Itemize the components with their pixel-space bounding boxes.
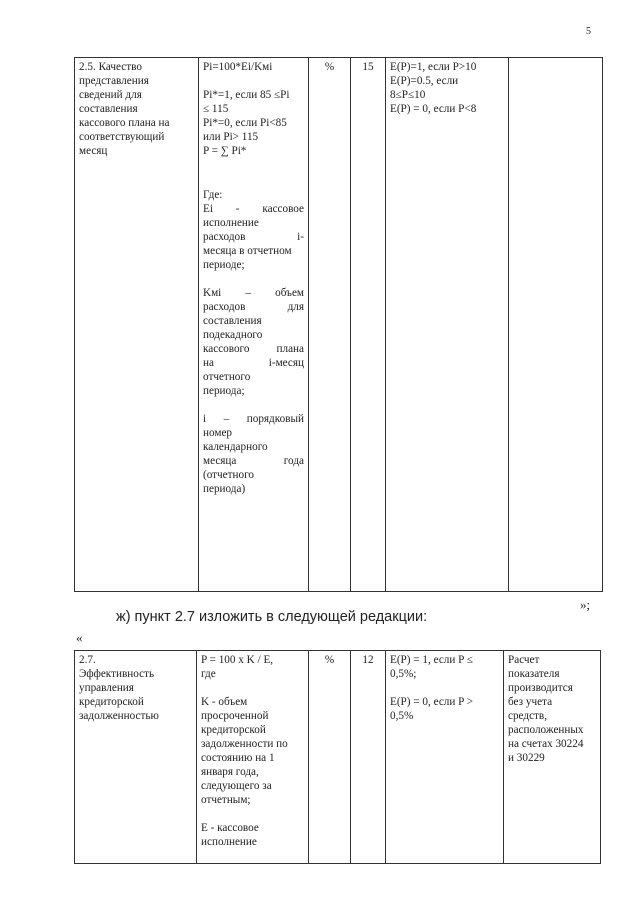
weight-cell: 15 bbox=[351, 58, 386, 592]
formula-cell: Pi=100*Ei/Kмi Pi*=1, если 85 ≤Pi ≤ 115 Pi*=0, если Pi<85 или Pi> 115 P = ∑ Pi* Где: Ei - кассовое исполнение расходов i- месяца в отчетном периоде; Kмi – объем расходов для составления подекадного кассового плана на i-месяц отчетного периода; i – порядковый номер календарного месяца года (отчетного периода) bbox=[199, 58, 309, 592]
amendment-instruction: ж) пункт 2.7 изложить в следующей редакции: bbox=[116, 609, 428, 625]
table-row bbox=[75, 58, 603, 592]
closing-quote: »; bbox=[580, 597, 591, 612]
evaluation-cell: E(P)=1, если P>10 E(P)=0.5, если 8≤P≤10 E(P) = 0, если P<8 bbox=[386, 58, 509, 592]
note-cell: Расчет показателя производится без учета средств, расположенных на счетах 30224 и 30229 bbox=[504, 651, 601, 864]
page-number: 5 bbox=[586, 26, 591, 37]
sum-formula: P = ∑ Pi* bbox=[203, 145, 247, 157]
criterion-cell: 2.5. Качество представления сведений для составления кассового плана на соответствующий месяц bbox=[75, 58, 199, 592]
unit-cell: % bbox=[309, 651, 351, 864]
indicator-table-2-7 bbox=[74, 650, 601, 864]
unit-cell: % bbox=[309, 58, 351, 592]
weight-cell: 12 bbox=[351, 651, 386, 864]
table-row bbox=[75, 651, 601, 864]
note-cell bbox=[509, 58, 603, 592]
criterion-cell: 2.7. Эффективность управления кредиторской задолженностью bbox=[75, 651, 197, 864]
opening-quote: « bbox=[76, 630, 83, 645]
formula-cell: P = 100 x K / E, где K - объем просроченной кредиторской задолженности по состоянию на 1 января года, следующего за отчетным; E - кассовое исполнение bbox=[197, 651, 309, 864]
evaluation-cell: E(P) = 1, если P ≤ 0,5%; E(P) = 0, если P > 0,5% bbox=[386, 651, 504, 864]
formula-main: Pi=100*Ei/Kмi bbox=[203, 61, 273, 73]
indicator-table-2-5 bbox=[74, 57, 603, 592]
